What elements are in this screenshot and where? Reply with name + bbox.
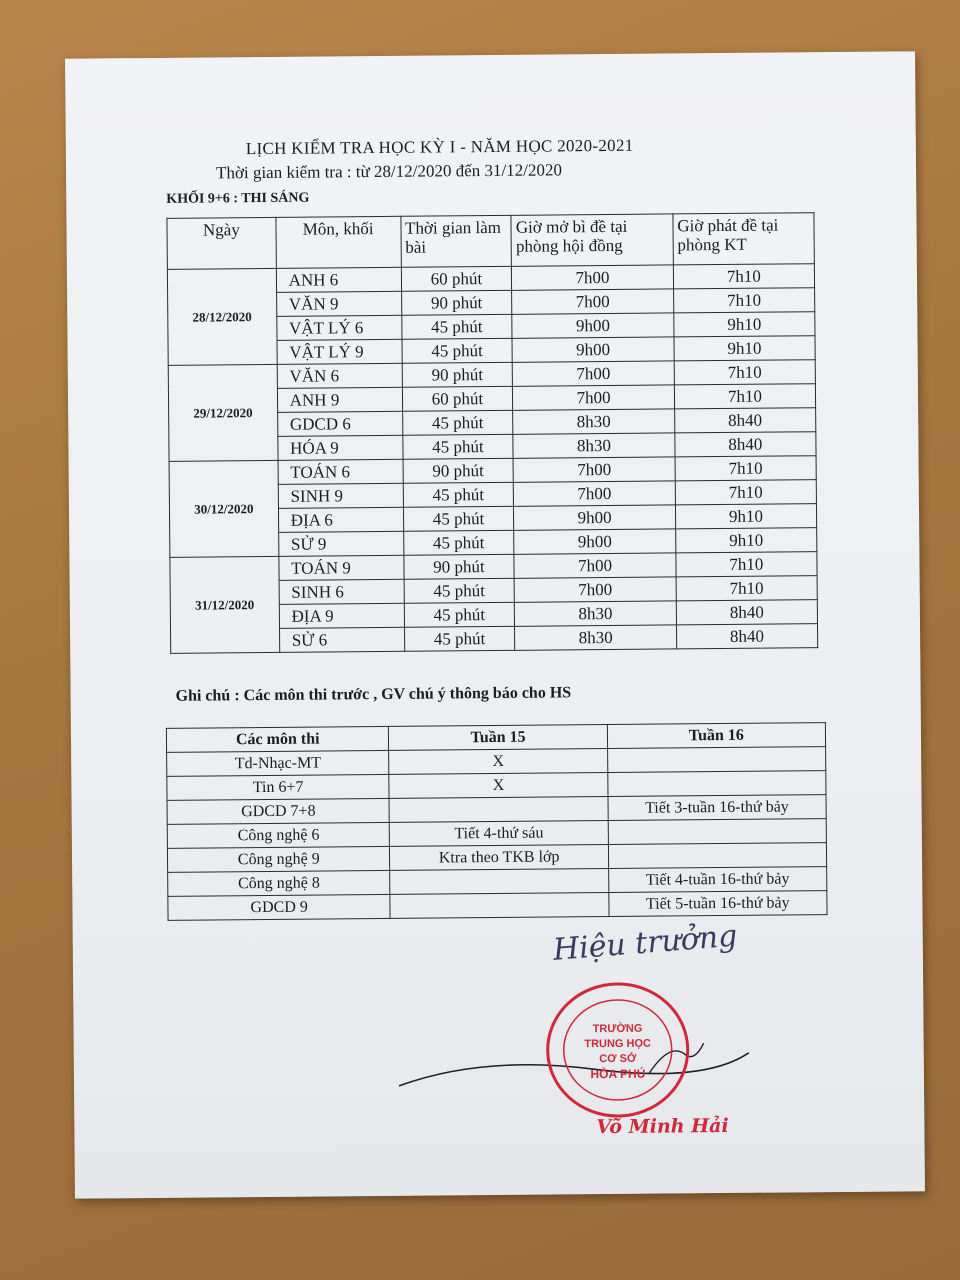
week16-cell: Tiết 3-tuần 16-thứ bảy: [608, 795, 826, 821]
open-time-cell: 7h00: [512, 265, 674, 290]
exam-date: 28/12/2020: [167, 268, 277, 365]
open-time-cell: 8h30: [513, 409, 675, 434]
open-time-cell: 8h30: [515, 625, 677, 650]
document-title: LỊCH KIỂM TRA HỌC KỲ I - NĂM HỌC 2020-2021: [245, 135, 634, 159]
svg-text:HÒA PHÚ: HÒA PHÚ: [590, 1066, 646, 1082]
duration-cell: 90 phút: [403, 554, 514, 579]
open-time-cell: 9h00: [512, 337, 674, 362]
subject-cell: Td-Nhạc-MT: [167, 750, 390, 776]
subject-cell: VĂN 6: [277, 363, 402, 388]
subject-cell: ANH 6: [276, 267, 401, 292]
principal-name: Võ Minh Hải: [596, 1114, 729, 1139]
other-subjects-table: [166, 722, 828, 921]
duration-cell: 45 phút: [402, 410, 513, 435]
other-body: [167, 747, 827, 921]
open-time-cell: 7h00: [513, 457, 675, 482]
hand-out-time-cell: 7h10: [674, 384, 815, 409]
week15-cell: X: [389, 749, 607, 775]
exam-date: 29/12/2020: [168, 364, 278, 461]
duration-cell: 45 phút: [401, 314, 512, 339]
duration-cell: 45 phút: [404, 602, 515, 627]
subject-cell: VĂN 9: [276, 291, 401, 316]
hand-out-time-cell: 8h40: [676, 624, 817, 649]
subject-cell: ANH 9: [277, 387, 402, 412]
hand-out-time-cell: 8h40: [676, 600, 817, 625]
col-week16-header: Tuần 16: [607, 723, 825, 749]
subject-cell: HÓA 9: [278, 435, 403, 460]
week15-cell: [389, 797, 607, 823]
subject-cell: TOÁN 9: [279, 555, 404, 580]
open-time-cell: 7h00: [514, 553, 676, 578]
subject-cell: TOÁN 6: [278, 459, 403, 484]
week15-cell: X: [389, 773, 607, 799]
week15-cell: Tiết 4-thứ sáu: [390, 821, 608, 847]
week16-cell: [608, 819, 826, 845]
subject-cell: Công nghệ 6: [167, 822, 390, 848]
subject-cell: VẬT LÝ 9: [277, 339, 402, 364]
week16-cell: [608, 771, 826, 797]
col-open-header: Giờ mở bì đề tại phòng hội đồng: [511, 214, 673, 266]
subject-cell: ĐỊA 9: [279, 603, 404, 628]
subject-cell: GDCD 9: [168, 894, 391, 920]
open-time-cell: 7h00: [514, 481, 676, 506]
open-time-cell: 9h00: [514, 529, 676, 554]
subject-cell: SINH 9: [278, 483, 403, 508]
exam-date: 30/12/2020: [169, 460, 279, 557]
open-time-cell: 8h30: [515, 601, 677, 626]
hand-out-time-cell: 9h10: [674, 336, 815, 361]
subject-cell: VẬT LÝ 6: [276, 315, 401, 340]
hand-out-time-cell: 7h10: [676, 576, 817, 601]
subject-cell: SỬ 6: [279, 627, 404, 652]
hand-out-time-cell: 7h10: [676, 552, 817, 577]
subject-cell: SỬ 9: [278, 531, 403, 556]
open-time-cell: 9h00: [512, 313, 674, 338]
week16-cell: Tiết 4-tuần 16-thứ bảy: [608, 867, 826, 893]
hand-out-time-cell: 9h10: [674, 312, 815, 337]
hand-out-time-cell: 9h10: [675, 504, 816, 529]
svg-text:TRUNG HỌC: TRUNG HỌC: [584, 1037, 652, 1051]
col-duration-header: Thời gian làm bài: [401, 215, 512, 267]
hand-out-time-cell: 7h10: [673, 288, 814, 313]
duration-cell: 60 phút: [401, 266, 512, 291]
duration-cell: 45 phút: [403, 530, 514, 555]
subject-cell: GDCD 6: [277, 411, 402, 436]
exam-date: 31/12/2020: [170, 556, 280, 653]
subject-cell: ĐỊA 6: [278, 507, 403, 532]
duration-cell: 60 phút: [402, 386, 513, 411]
subject-cell: SINH 6: [279, 579, 404, 604]
subject-cell: Tin 6+7: [167, 774, 390, 800]
svg-text:CƠ SỞ: CƠ SỞ: [599, 1052, 637, 1066]
week16-cell: Tiết 5-tuần 16-thứ bảy: [609, 891, 827, 917]
col-subject-header: Môn, khối: [276, 216, 401, 268]
subject-cell: Công nghệ 9: [167, 846, 390, 872]
table-row: [168, 891, 827, 921]
subject-cell: Công nghệ 8: [168, 870, 391, 896]
note-text: Ghi chú : Các môn thi trước , GV chú ý thông báo cho HS: [175, 684, 572, 705]
open-time-cell: 7h00: [513, 361, 675, 386]
hand-out-time-cell: 8h40: [674, 408, 815, 433]
hand-out-time-cell: 8h40: [675, 432, 816, 457]
handwritten-signature: Hiệu trưởng: [551, 918, 739, 968]
schedule-body: [167, 264, 817, 654]
hand-out-time-cell: 7h10: [673, 264, 814, 289]
open-time-cell: 7h00: [512, 289, 674, 314]
subject-cell: GDCD 7+8: [167, 798, 390, 824]
hand-out-time-cell: 7h10: [674, 360, 815, 385]
open-time-cell: 7h00: [513, 385, 675, 410]
week15-cell: [390, 869, 608, 895]
hand-out-time-cell: 7h10: [675, 456, 816, 481]
week15-cell: [390, 893, 608, 919]
hand-out-time-cell: 9h10: [675, 528, 816, 553]
table-header-row: [167, 213, 814, 270]
duration-cell: 45 phút: [403, 482, 514, 507]
open-time-cell: 9h00: [514, 505, 676, 530]
week16-cell: [608, 843, 826, 869]
exam-schedule-table: [166, 212, 818, 654]
group-label: KHỐI 9+6 : THI SÁNG: [166, 190, 310, 207]
week15-cell: Ktra theo TKB lớp: [390, 845, 608, 871]
duration-cell: 90 phút: [401, 290, 512, 315]
col-date-header: Ngày: [167, 217, 276, 269]
duration-cell: 90 phút: [402, 362, 513, 387]
week16-cell: [607, 747, 825, 773]
document-subtitle: Thời gian kiểm tra : từ 28/12/2020 đến 31/12/2020: [215, 160, 563, 183]
open-time-cell: 7h00: [514, 577, 676, 602]
hand-out-time-cell: 7h10: [675, 480, 816, 505]
col-subjects-header: Các môn thi: [166, 726, 389, 752]
official-stamp: [535, 971, 706, 1122]
col-hand-header: Giờ phát đề tại phòng KT: [673, 213, 815, 265]
svg-text:TRƯỜNG: TRƯỜNG: [592, 1022, 643, 1036]
duration-cell: 45 phút: [403, 506, 514, 531]
duration-cell: 45 phút: [404, 626, 515, 651]
duration-cell: 90 phút: [403, 458, 514, 483]
col-week15-header: Tuần 15: [389, 725, 607, 751]
open-time-cell: 8h30: [513, 433, 675, 458]
duration-cell: 45 phút: [404, 578, 515, 603]
duration-cell: 45 phút: [402, 434, 513, 459]
document-paper: [65, 51, 925, 1198]
duration-cell: 45 phút: [402, 338, 513, 363]
